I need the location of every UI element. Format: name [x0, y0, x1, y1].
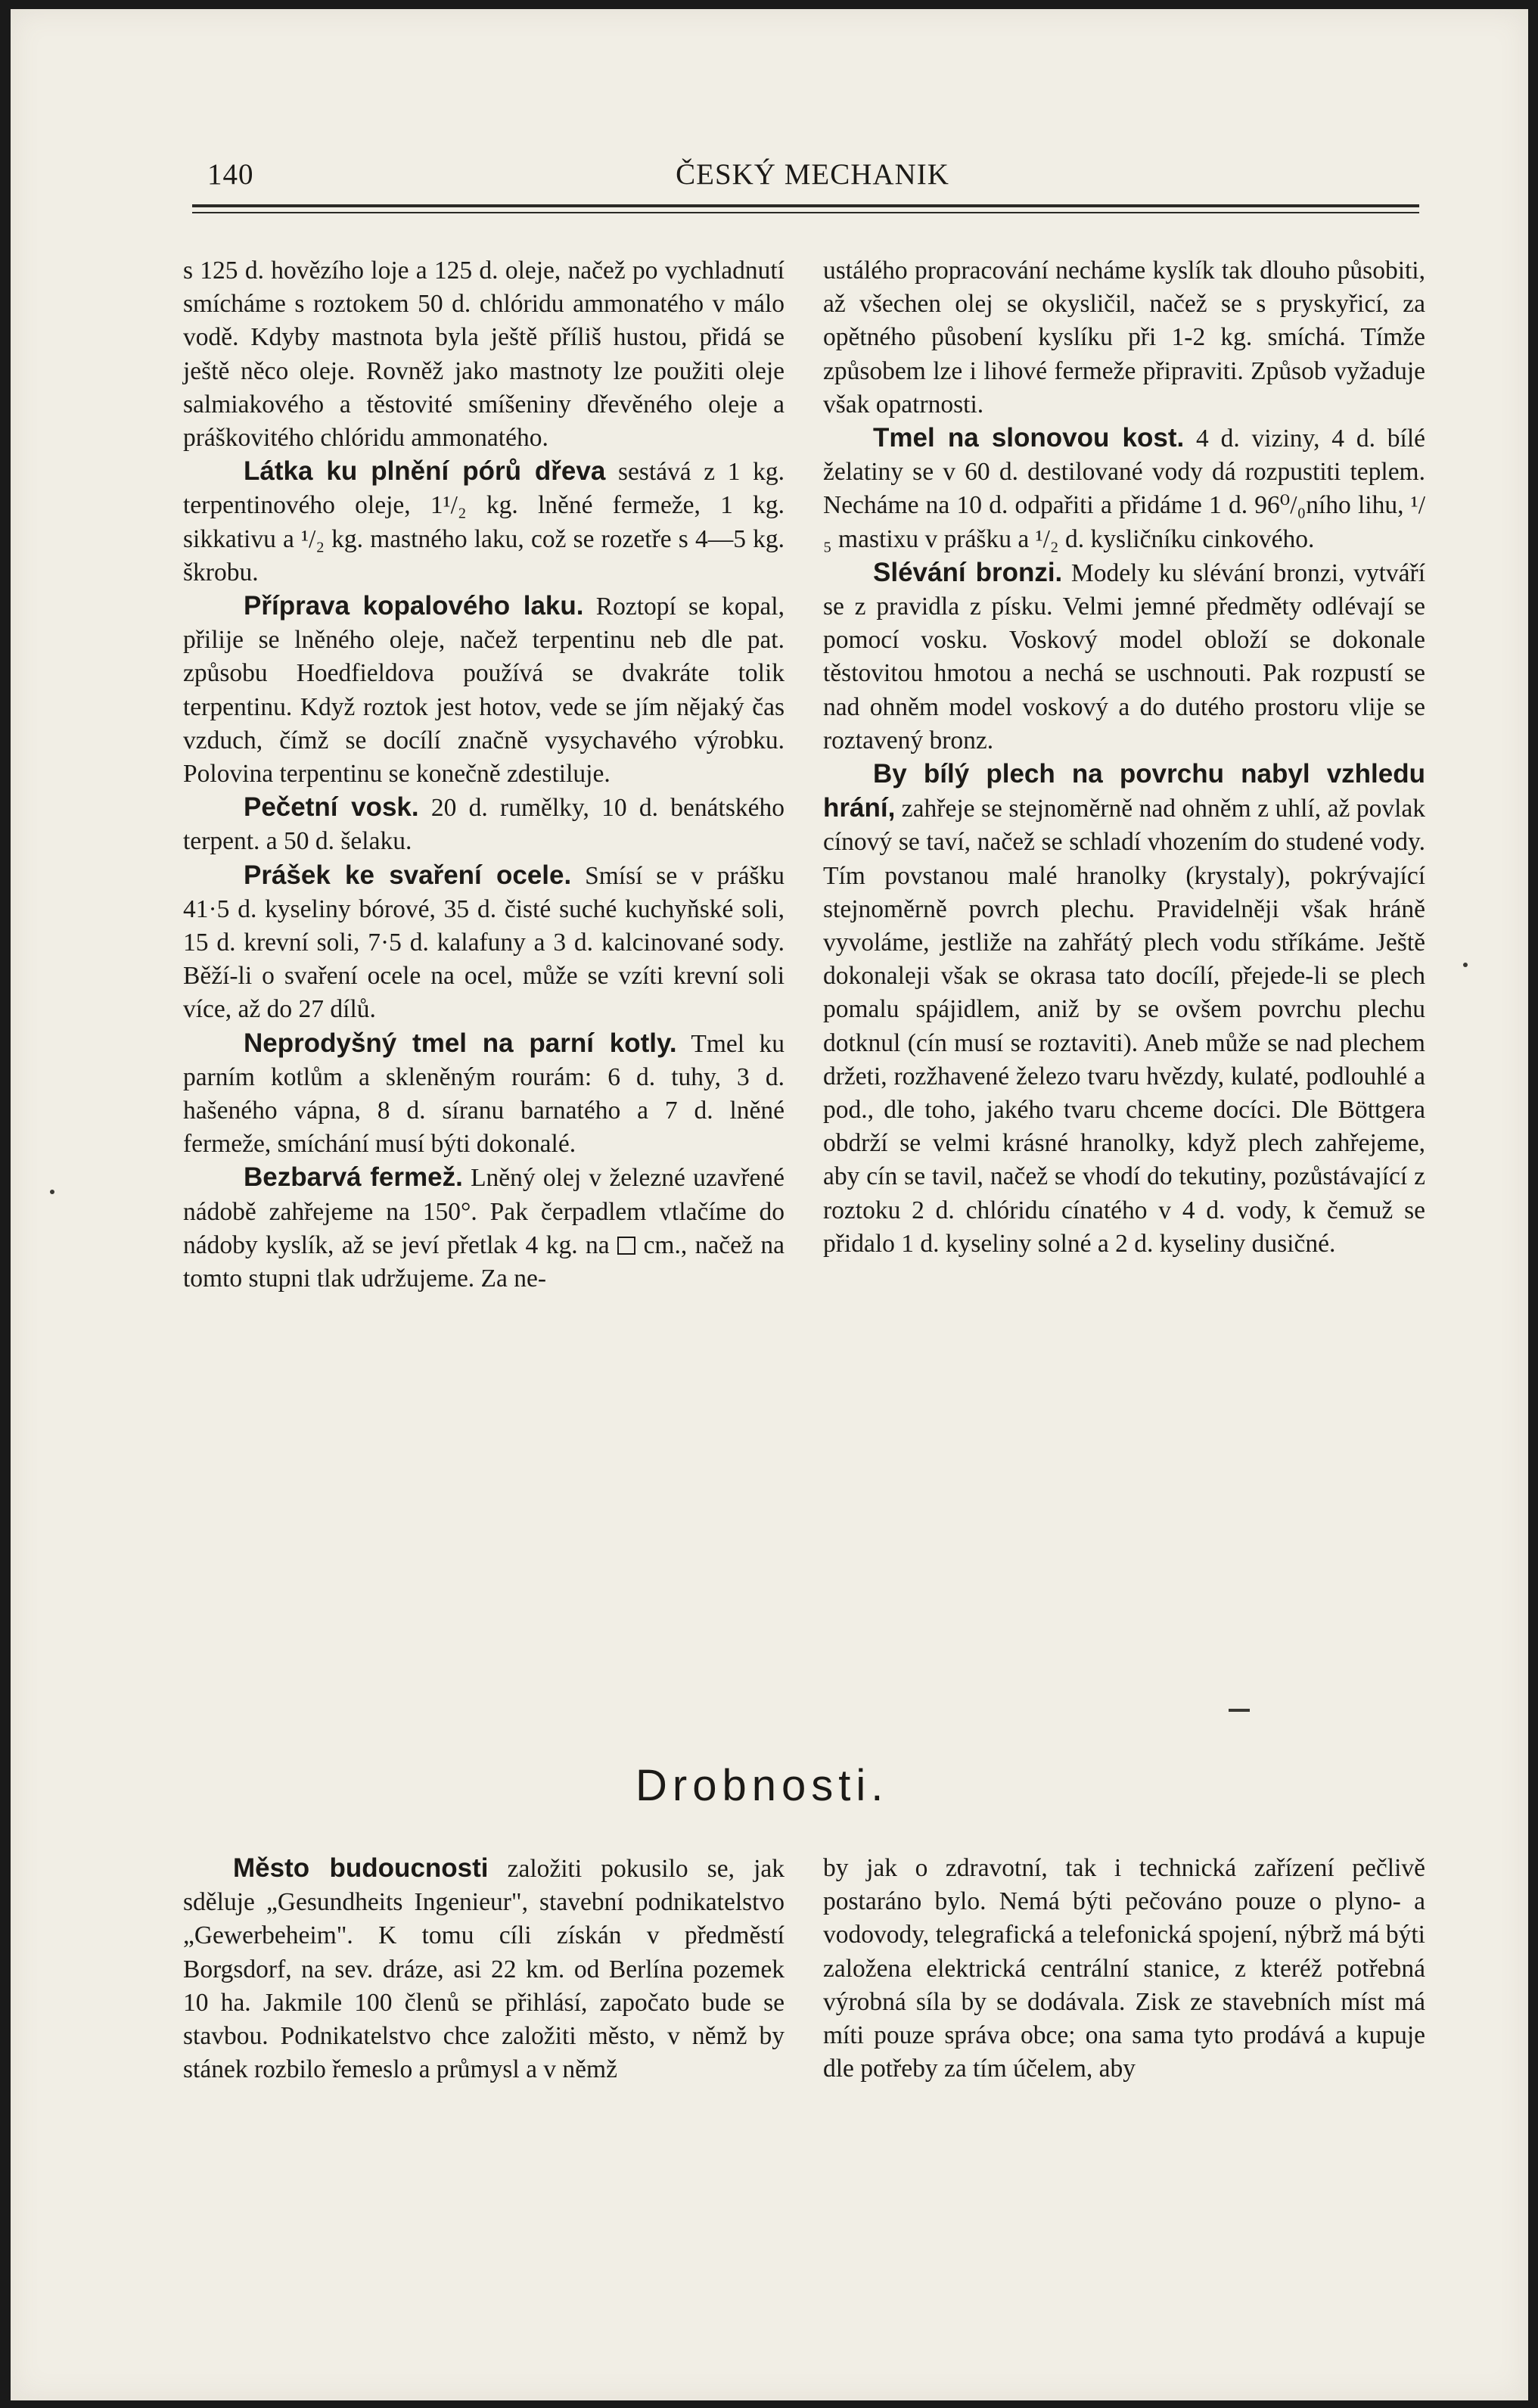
heading-copal-varnish: Příprava kopalového laku.: [244, 591, 584, 621]
right-column: [823, 254, 1425, 1261]
paragraph-city-continued: by jak o zdravotní, tak i technická zařízení pečlivě postaráno bylo. Nemá býti pečováno pouze o plyno- a vodovody, telegrafická a telefonická spojení, nýbrž má býti založena elektrická centrální stanice, z kteréž potřebná výrobná síla by se dodávala. Zisk ze stavebních míst má míti pouze správa obce; ona sama tyto prodává a kupuje dle potřeby za tím účelem, aby: [823, 1854, 1425, 2083]
square-symbol-icon: [617, 1237, 635, 1255]
paragraph-ivory-cement: Tmel na slonovou kost. 4 d. viziny, 4 d. bílé želatiny se v 60 d. destilované vody dá rozpustiti teplem. Necháme na 10 d. odpařiti a přidáme 1 d. 96⁰/₀ního lihu, ¹/₅ mastixu v prášku a ¹/₂ d. kysličníku cinkového.: [823, 423, 1426, 553]
paragraph-copal-varnish: Příprava kopalového laku. Roztopí se kopal, přilije se lněného oleje, načež terpentinu neb dle pat. způsobu Hoedfieldova používá se dvakráte tolik terpentinu. Když roztok jest hotov, vede se jím nějaký čas vzduch, čímž se docílí značně vysychavého výrobku. Polovina terpentinu se konečně zdestiluje.: [183, 591, 785, 789]
section-title-drobnosti: Drobnosti.: [635, 1761, 889, 1810]
paragraph-boiler-cement: Neprodyšný tmel na parní kotly. Tmel ku parním kotlům a skleněným rourám: 6 d. tuhy, 3 d. hašeného vápna, 8 d. síranu barnatého a 7 d. lněné fermeže, smíchání musí býti dokonalé.: [183, 1028, 785, 1159]
running-title: ČESKÝ MECHANIK: [676, 158, 949, 191]
page-header: [207, 151, 1418, 204]
heading-welding-powder: Prášek ke svaření ocele.: [244, 860, 572, 890]
heading-tin-plate: By bílý plech na povrchu nabyl vzhledu hrání,: [823, 759, 1425, 823]
paragraph-pore-filler: Látka ku plnění pórů dřeva sestává z 1 kg. terpentinového oleje, 1¹/₂ kg. lněné fermeže, 1 kg. sikkativu a ¹/₂ kg. mastného laku, což se rozetře s 4—5 kg. škrobu.: [183, 456, 785, 586]
heading-city-of-future: Město budoucnosti: [233, 1853, 489, 1883]
stray-dot-mark: [1463, 963, 1468, 967]
header-rule-thin: [192, 212, 1419, 213]
paragraph-colorless-varnish: Bezbarvá fermež. Lněný olej v železné uzavřené nádobě zahřejeme na 150°. Pak čerpadlem vtlačíme do nádoby kyslík, až se jeví přetlak 4 kg. na cm., načež na tomto stupni tlak udržujeme. Za ne-: [183, 1162, 785, 1293]
heading-boiler-cement: Neprodyšný tmel na parní kotly.: [244, 1028, 677, 1058]
stray-dot-mark-left: [50, 1190, 54, 1194]
drobnosti-left-column: [183, 1852, 785, 2086]
paragraph-welding-powder: Prášek ke svaření ocele. Smísí se v prášku 41·5 d. kyseliny bórové, 35 d. čisté suché kuchyňské soli, 15 d. krevní soli, 7·5 d. kalafuny a 3 d. kalcinované sody. Běží-li o svaření ocele na ocel, může se vzíti krevní soli více, až do 27 dílů.: [183, 860, 785, 1024]
heading-ivory-cement: Tmel na slonovou kost.: [873, 423, 1185, 453]
header-rule-thick: [192, 204, 1419, 207]
paragraph-bronze-casting: Slévání bronzi. Modely ku slévání bronzi, vytváří se z pravidla z písku. Velmi jemné předměty odlévají se pomocí vosku. Voskový model obloží se dokonale těstovitou hmotou a nechá se uschnouti. Pak rozpustí se nad ohněm model voskový a do dutého prostoru vlije se roztavený bronz.: [823, 557, 1425, 754]
paragraph-city-of-future: Město budoucnosti založiti pokusilo se, jak sděluje „Gesundheits Ingenieur", stavební podnikatelstvo „Gewerbeheim". K tomu cíli získán v předměstí Borgsdorf, na sev. dráze, asi 22 km. od Berlína pozemek 10 ha. Jakmile 100 členů se přihlásí, započato bude se stavbou. Podnikatelstvo chce založiti město, v němž by stánek rozbilo řemeslo a průmysl a v němž: [183, 1853, 785, 2084]
heading-sealing-wax: Pečetní vosk.: [244, 792, 419, 823]
stray-dash-mark: [1229, 1709, 1250, 1712]
paragraph-sealing-wax: Pečetní vosk. 20 d. rumělky, 10 d. benátského terpent. a 50 d. šelaku.: [183, 792, 785, 856]
heading-bronze-casting: Slévání bronzi.: [873, 557, 1063, 587]
paragraph-oxygen: ustálého propracování necháme kyslík tak dlouho působiti, až všechen olej se okysličil, načež se s pryskyřicí, za opětného působení kyslíku při 1-2 kg. smíchá. Tímže způsobem lze i lihové fermeže připraviti. Způsob vyžaduje však opatrnosti.: [823, 257, 1425, 418]
left-column: [183, 254, 785, 1296]
page-number: 140: [207, 158, 254, 191]
heading-colorless-varnish: Bezbarvá fermež.: [244, 1162, 463, 1193]
paragraph-tin-plate: By bílý plech na povrchu nabyl vzhledu hrání, zahřeje se stejnoměrně nad ohněm z uhlí, až povlak cínový se taví, načež se schladí vhozením do studené vody. Tím povstanou malé hranolky (krystaly), pokrývající stejnoměrně povrch plechu. Pravidelněji však hráně vyvoláme, jestliže na zahřátý plech vodu stříkáme. Ještě dokonaleji však se okrasa tato docílí, přejede-li se plech pomalu spájidlem, aniž by se ovšem povrchu plechu dotknul (cín musí se roztaviti). Aneb může se nad plechem držeti, rozžhavené železo tvaru hvězdy, kulaté, podlouhlé a pod., dle toho, jakého tvaru chceme docíci. Dle Böttgera obdrží se velmi krásné hranolky, když plech zahřejeme, aby cín se tavil, načež se vhodí do tekutiny, pozůstávající z roztoku 2 d. chlóridu cínatého v 4 d. vody, k čemuž se přidalo 1 d. kyseliny solné a 2 d. kyseliny dusičné.: [823, 759, 1425, 1258]
drobnosti-right-column: [823, 1852, 1425, 2086]
heading-pore-filler: Látka ku plnění pórů dřeva: [244, 456, 606, 487]
paragraph-tallow: s 125 d. hovězího loje a 125 d. oleje, načež po vychladnutí smícháme s roztokem 50 d. chlóridu ammonatého v málo vodě. Kdyby mastnota byla ještě příliš hustou, přidá se ještě něco oleje. Rovněž jako mastnoty lze použiti oleje salmiakového a těstovité smíšeniny dřevěného oleje a práškovitého chlóridu ammonatého.: [183, 257, 785, 453]
